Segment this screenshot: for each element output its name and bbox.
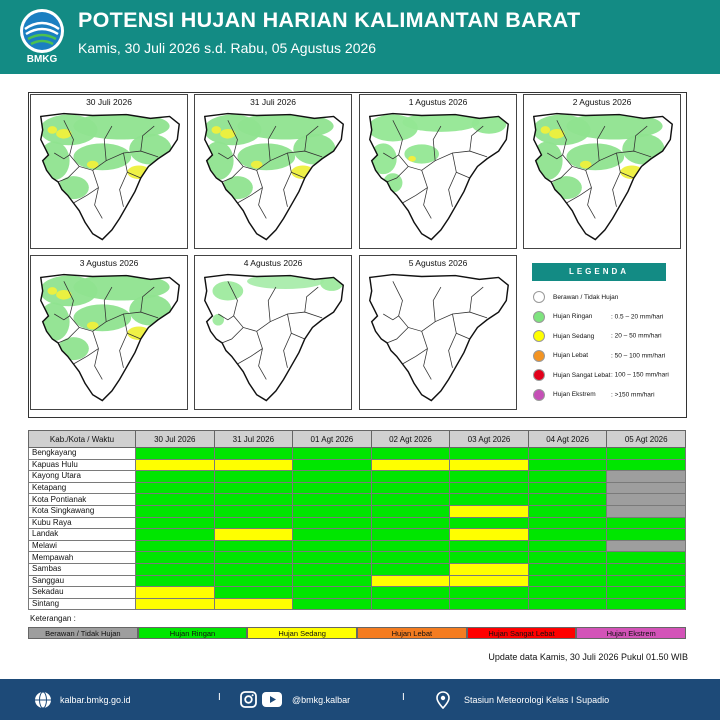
legend-range: : >150 mm/hari bbox=[611, 391, 655, 398]
forecast-cell bbox=[528, 471, 607, 483]
forecast-map bbox=[30, 255, 188, 410]
forecast-cell bbox=[450, 517, 529, 529]
forecast-cell bbox=[293, 494, 372, 506]
forecast-cell bbox=[371, 517, 450, 529]
forecast-cell bbox=[136, 552, 215, 564]
district-name: Melawi bbox=[29, 540, 136, 552]
table-row bbox=[29, 517, 686, 529]
legend-item bbox=[533, 311, 663, 323]
legend-label: Hujan Ekstrem bbox=[553, 391, 596, 398]
forecast-cell bbox=[607, 505, 686, 517]
district-name: Kubu Raya bbox=[29, 517, 136, 529]
forecast-cell bbox=[136, 494, 215, 506]
legend-item bbox=[533, 291, 619, 303]
table-row bbox=[29, 587, 686, 599]
forecast-cell bbox=[607, 459, 686, 471]
forecast-cell bbox=[450, 471, 529, 483]
legend-range: : 50 – 100 mm/hari bbox=[611, 352, 666, 359]
map-date-label: 4 Agustus 2026 bbox=[243, 258, 303, 268]
forecast-cell bbox=[528, 482, 607, 494]
forecast-cell bbox=[371, 448, 450, 460]
footer-station bbox=[436, 679, 609, 720]
legend-label: Hujan Lebat bbox=[553, 352, 589, 359]
forecast-cell bbox=[450, 482, 529, 494]
forecast-cell bbox=[528, 494, 607, 506]
globe-icon bbox=[34, 691, 52, 709]
forecast-cell bbox=[607, 587, 686, 599]
forecast-cell bbox=[293, 587, 372, 599]
forecast-cell bbox=[293, 459, 372, 471]
forecast-cell bbox=[607, 598, 686, 610]
forecast-cell bbox=[136, 529, 215, 541]
district-name: Bengkayang bbox=[29, 448, 136, 460]
forecast-cell bbox=[528, 459, 607, 471]
district-name: Sanggau bbox=[29, 575, 136, 587]
forecast-cell bbox=[450, 459, 529, 471]
forecast-map bbox=[30, 94, 188, 249]
keterangan-item: Berawan / Tidak Hujan bbox=[28, 627, 138, 639]
forecast-cell bbox=[214, 482, 293, 494]
table-row bbox=[29, 482, 686, 494]
forecast-cell bbox=[450, 575, 529, 587]
date-column-header: 01 Agt 2026 bbox=[293, 431, 372, 448]
map-date-label: 5 Agustus 2026 bbox=[408, 258, 468, 268]
forecast-cell bbox=[293, 540, 372, 552]
forecast-cell bbox=[136, 448, 215, 460]
forecast-cell bbox=[607, 563, 686, 575]
keterangan-label: Keterangan : bbox=[30, 614, 76, 623]
district-name: Kapuas Hulu bbox=[29, 459, 136, 471]
forecast-cell bbox=[136, 505, 215, 517]
table-row bbox=[29, 529, 686, 541]
forecast-cell bbox=[136, 563, 215, 575]
forecast-cell bbox=[450, 552, 529, 564]
footer-social[interactable] bbox=[240, 679, 350, 720]
forecast-cell bbox=[371, 598, 450, 610]
legend-label: Hujan Sedang bbox=[553, 332, 595, 340]
forecast-cell bbox=[450, 587, 529, 599]
forecast-cell bbox=[607, 540, 686, 552]
forecast-cell bbox=[371, 471, 450, 483]
legend-label: Hujan Sangat Lebat bbox=[553, 371, 611, 379]
region-map bbox=[199, 271, 349, 407]
location-pin-icon bbox=[436, 691, 450, 709]
table-row bbox=[29, 540, 686, 552]
forecast-cell bbox=[528, 540, 607, 552]
forecast-cell bbox=[136, 587, 215, 599]
district-name: Ketapang bbox=[29, 482, 136, 494]
forecast-cell bbox=[371, 540, 450, 552]
forecast-cell bbox=[528, 587, 607, 599]
map-date-label: 2 Agustus 2026 bbox=[572, 97, 632, 107]
forecast-cell bbox=[136, 540, 215, 552]
table-row bbox=[29, 598, 686, 610]
forecast-cell bbox=[450, 494, 529, 506]
forecast-map bbox=[359, 255, 517, 410]
legend-range: : 20 – 50 mm/hari bbox=[611, 332, 662, 340]
legend-swatch bbox=[533, 369, 545, 381]
forecast-map bbox=[194, 94, 352, 249]
legend-swatch bbox=[533, 389, 545, 401]
forecast-cell bbox=[450, 448, 529, 460]
forecast-cell bbox=[214, 529, 293, 541]
footer-separator: I bbox=[218, 692, 221, 703]
forecast-cell bbox=[136, 482, 215, 494]
forecast-cell bbox=[293, 448, 372, 460]
forecast-cell bbox=[214, 471, 293, 483]
instagram-icon bbox=[240, 691, 257, 708]
legend-swatch bbox=[533, 350, 545, 362]
forecast-cell bbox=[293, 575, 372, 587]
forecast-map bbox=[359, 94, 517, 249]
forecast-cell bbox=[607, 482, 686, 494]
forecast-cell bbox=[136, 459, 215, 471]
forecast-cell bbox=[371, 494, 450, 506]
keterangan-item: Hujan Ekstrem bbox=[576, 627, 686, 639]
forecast-cell bbox=[607, 471, 686, 483]
forecast-cell bbox=[528, 575, 607, 587]
forecast-cell bbox=[136, 471, 215, 483]
website-text: kalbar.bmkg.go.id bbox=[60, 694, 131, 705]
keterangan-legend bbox=[28, 627, 686, 639]
forecast-cell bbox=[214, 517, 293, 529]
forecast-cell bbox=[214, 448, 293, 460]
bmkg-logo bbox=[16, 7, 68, 69]
legend-item bbox=[533, 330, 662, 342]
forecast-map bbox=[194, 255, 352, 410]
region-map bbox=[35, 110, 185, 246]
date-column-header: 03 Agt 2026 bbox=[450, 431, 529, 448]
date-column-header: 04 Agt 2026 bbox=[528, 431, 607, 448]
forecast-cell bbox=[528, 552, 607, 564]
forecast-cell bbox=[293, 563, 372, 575]
forecast-cell bbox=[450, 563, 529, 575]
forecast-cell bbox=[293, 552, 372, 564]
forecast-cell bbox=[450, 598, 529, 610]
legend-title: LEGENDA bbox=[532, 263, 666, 281]
forecast-cell bbox=[450, 505, 529, 517]
district-name: Sintang bbox=[29, 598, 136, 610]
district-name: Kota Singkawang bbox=[29, 505, 136, 517]
legend-label: Berawan / Tidak Hujan bbox=[553, 293, 619, 301]
district-name: Kota Pontianak bbox=[29, 494, 136, 506]
forecast-cell bbox=[371, 505, 450, 517]
date-range: Kamis, 30 Juli 2026 s.d. Rabu, 05 Agustus 2026 bbox=[78, 40, 377, 56]
table-row bbox=[29, 552, 686, 564]
forecast-cell bbox=[371, 563, 450, 575]
legend-range: : 0.5 – 20 mm/hari bbox=[611, 313, 664, 320]
forecast-cell bbox=[528, 598, 607, 610]
keterangan-item: Hujan Sedang bbox=[247, 627, 357, 639]
legend-swatch bbox=[533, 291, 545, 303]
forecast-cell bbox=[528, 448, 607, 460]
forecast-cell bbox=[214, 563, 293, 575]
forecast-cell bbox=[607, 552, 686, 564]
forecast-cell bbox=[214, 587, 293, 599]
district-name: Kayong Utara bbox=[29, 471, 136, 483]
forecast-cell bbox=[371, 459, 450, 471]
table-row bbox=[29, 448, 686, 460]
forecast-cell bbox=[293, 505, 372, 517]
forecast-cell bbox=[607, 448, 686, 460]
table-row bbox=[29, 459, 686, 471]
legend-item bbox=[533, 350, 665, 362]
map-date-label: 1 Agustus 2026 bbox=[408, 97, 468, 107]
forecast-cell bbox=[450, 540, 529, 552]
forecast-cell bbox=[214, 552, 293, 564]
station-text: Stasiun Meteorologi Kelas I Supadio bbox=[464, 694, 610, 705]
forecast-cell bbox=[136, 598, 215, 610]
forecast-cell bbox=[528, 505, 607, 517]
legend-range: : 100 – 150 mm/hari bbox=[611, 371, 669, 379]
footer-bar bbox=[0, 679, 720, 720]
legend-item bbox=[533, 389, 655, 401]
date-column-header: 31 Jul 2026 bbox=[214, 431, 293, 448]
footer-website[interactable] bbox=[34, 679, 131, 720]
region-map bbox=[528, 110, 678, 246]
forecast-cell bbox=[293, 471, 372, 483]
youtube-icon bbox=[262, 692, 282, 707]
keterangan-item: Hujan Sangat Lebat bbox=[467, 627, 577, 639]
map-date-label: 31 Juli 2026 bbox=[250, 97, 296, 107]
district-name: Mempawah bbox=[29, 552, 136, 564]
header-bar bbox=[0, 0, 720, 74]
forecast-cell bbox=[136, 575, 215, 587]
forecast-cell bbox=[214, 494, 293, 506]
table-corner-header: Kab./Kota / Waktu bbox=[29, 431, 136, 448]
footer-separator: I bbox=[402, 692, 405, 703]
forecast-cell bbox=[528, 563, 607, 575]
forecast-cell bbox=[371, 587, 450, 599]
forecast-cell bbox=[528, 517, 607, 529]
table-header-row bbox=[29, 431, 686, 448]
forecast-cell bbox=[293, 517, 372, 529]
forecast-cell bbox=[528, 529, 607, 541]
forecast-cell bbox=[136, 517, 215, 529]
legend-swatch bbox=[533, 311, 545, 323]
forecast-cell bbox=[607, 529, 686, 541]
forecast-cell bbox=[607, 494, 686, 506]
map-date-label: 3 Agustus 2026 bbox=[79, 258, 139, 268]
date-column-header: 30 Jul 2026 bbox=[136, 431, 215, 448]
keterangan-item: Hujan Lebat bbox=[357, 627, 467, 639]
district-name: Sambas bbox=[29, 563, 136, 575]
forecast-cell bbox=[371, 552, 450, 564]
legend-label: Hujan Ringan bbox=[553, 313, 593, 320]
social-text: @bmkg.kalbar bbox=[292, 694, 351, 705]
forecast-cell bbox=[214, 575, 293, 587]
region-map bbox=[199, 110, 349, 246]
forecast-cell bbox=[371, 575, 450, 587]
keterangan-item: Hujan Ringan bbox=[138, 627, 248, 639]
date-column-header: 02 Agt 2026 bbox=[371, 431, 450, 448]
table-row bbox=[29, 575, 686, 587]
district-name: Landak bbox=[29, 529, 136, 541]
forecast-cell bbox=[293, 598, 372, 610]
legend-box bbox=[522, 253, 680, 408]
page-title: POTENSI HUJAN HARIAN KALIMANTAN BARAT bbox=[78, 8, 581, 32]
table-row bbox=[29, 505, 686, 517]
forecast-cell bbox=[450, 529, 529, 541]
region-map bbox=[35, 271, 185, 407]
region-map bbox=[364, 110, 514, 246]
update-timestamp: Update data Kamis, 30 Juli 2026 Pukul 01.50 WIB bbox=[488, 652, 688, 662]
forecast-cell bbox=[371, 482, 450, 494]
forecast-cell bbox=[214, 505, 293, 517]
table-row bbox=[29, 471, 686, 483]
forecast-cell bbox=[607, 575, 686, 587]
table-row bbox=[29, 494, 686, 506]
district-name: Sekadau bbox=[29, 587, 136, 599]
logo-text: BMKG bbox=[26, 54, 58, 65]
legend-swatch bbox=[533, 330, 545, 342]
date-column-header: 05 Agt 2026 bbox=[607, 431, 686, 448]
legend-item bbox=[533, 369, 669, 381]
forecast-cell bbox=[371, 529, 450, 541]
region-map bbox=[364, 271, 514, 407]
map-date-label: 30 Juli 2026 bbox=[86, 97, 132, 107]
rain-forecast-table bbox=[28, 430, 686, 610]
forecast-cell bbox=[293, 482, 372, 494]
forecast-cell bbox=[214, 540, 293, 552]
forecast-cell bbox=[607, 517, 686, 529]
forecast-cell bbox=[214, 598, 293, 610]
forecast-cell bbox=[293, 529, 372, 541]
forecast-map bbox=[523, 94, 681, 249]
table-row bbox=[29, 563, 686, 575]
forecast-cell bbox=[214, 459, 293, 471]
